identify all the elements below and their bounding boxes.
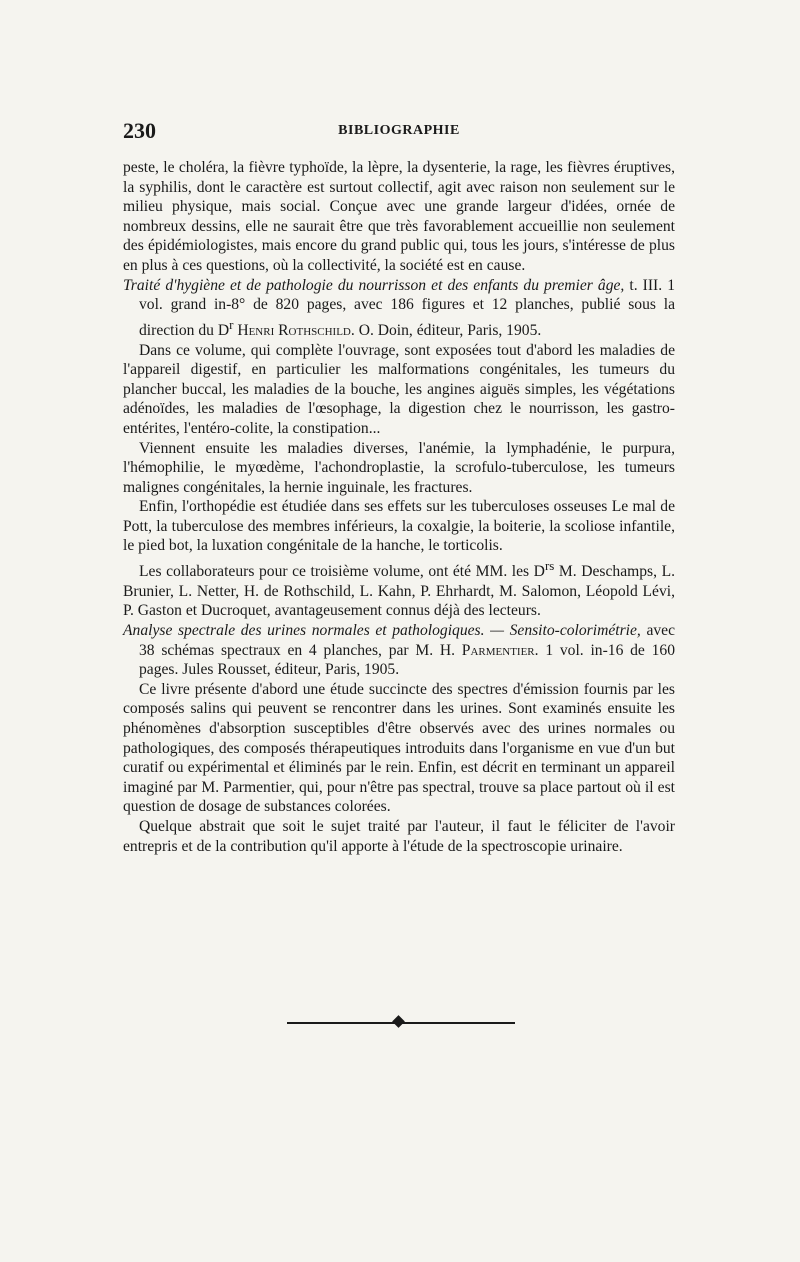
paragraph: Viennent ensuite les maladies diverses, l'anémie, la lymphadénie, le purpura, l'hémophilie, le myœdème, l'achondroplastie, la scrofulo-tuberculose, les tumeurs malignes congénitales, la hernie inguinale, les fractures.: [123, 439, 675, 496]
entry-details-end: . 1 vol. in-16 de 160 pages. Jules Rousset, éditeur, Paris, 1905.: [139, 641, 675, 679]
entry-details-end: . O. Doin, éditeur, Paris, 1905.: [350, 321, 542, 339]
entry-details: avec 38 schémas spectraux en 4 planches, par M. H.: [139, 622, 675, 659]
text-run: M. Deschamps, L. Brunier, L. Netter, H. de Rothschild, L. Kahn, P. Ehrhardt, M. Salomon, Léopold Lévi, P. Gaston et Ducroquet, avantageusement connus déjà des lecteurs.: [123, 563, 675, 620]
paragraph: Ce livre présente d'abord une étude succincte des spectres d'émission fournis par les composés salins qui peuvent se rencontrer dans les urines. Sont examinés ensuite les phénomènes d'absorption susceptibles d'être observés avec des urines normales ou pathologiques, des composés thérapeutiques introduits dans l'organisme en vue d'un but curatif ou expérimental et éliminés par le rein. Enfin, est décrit en terminant un appareil imaginé par M. Parmentier, qui, pour n'être pas spectral, trouve sa place partout où il est question de dosage de substances colorées.: [123, 680, 675, 816]
paragraph-collaborators: [123, 556, 675, 621]
entry-author: Parmentier: [455, 641, 535, 659]
section-end-ornament: [287, 1016, 515, 1030]
running-title: BIBLIOGRAPHIE: [338, 123, 460, 138]
entry-details: t. III. 1 vol. grand in-8° de 820 pages, avec 186 figures et 12 planches, publié sous la direction du D: [139, 276, 676, 339]
bibliography-entry-2: [123, 621, 675, 680]
paragraph: Enfin, l'orthopédie est étudiée dans ses effets sur les tuberculoses osseuses Le mal de Pott, la tuberculose des membres inférieurs, la coxalgie, la boiterie, la scoliose infantile, le pied bot, la luxation congénitale de la hanche, le torticolis.: [123, 498, 675, 555]
entry-title: Traité d'hygiène et de pathologie du nourrisson et des enfants du premier âge,: [123, 276, 625, 294]
paragraph: Quelque abstrait que soit le sujet traité par l'auteur, il faut le féliciter de l'avoir entrepris et de la contribution qu'il apporte à l'étude de la spectroscopie urinaire.: [123, 817, 675, 855]
page-header: [123, 118, 675, 148]
diamond-icon: [392, 1015, 405, 1028]
bibliography-entry-1: [123, 276, 675, 341]
page-number: 230: [123, 118, 156, 143]
paragraph: Dans ce volume, qui complète l'ouvrage, sont exposées tout d'abord les maladies de l'appareil digestif, en particulier les malformations congénitales, les tumeurs du plancher buccal, les maladies de la bouche, les angines aiguës simples, les végétations adénoïdes, les maladies de l'œsophage, la digestion chez le nourrisson, les gastro-entérites, l'entéro-colite, la constipation...: [123, 341, 675, 437]
text-run: Les collaborateurs pour ce troisième volume, ont été MM. les D: [139, 563, 545, 581]
superscript: r: [229, 316, 234, 332]
paragraph-continuation: peste, le choléra, la fièvre typhoïde, la lèpre, la dysenterie, la rage, les fièvres éruptives, la syphilis, dont le caractère est surtout collectif, agit avec raison non seulement sur le milieu physique, mais social. Conçue avec une grande largeur d'idées, ornée de nombreux dessins, elle ne saurait être que très favorablement accueillie non seulement des épidémiologistes, mais encore du grand public qui, tous les jours, s'intéresse de plus en plus à ces questions, où la collectivité, la société est en cause.: [123, 159, 675, 274]
entry-author: Henri Rothschild: [233, 321, 351, 339]
superscript: rs: [544, 558, 555, 574]
page-body: [123, 158, 675, 856]
entry-title: Analyse spectrale des urines normales et pathologiques. — Sensito-colorimétrie,: [123, 622, 641, 640]
